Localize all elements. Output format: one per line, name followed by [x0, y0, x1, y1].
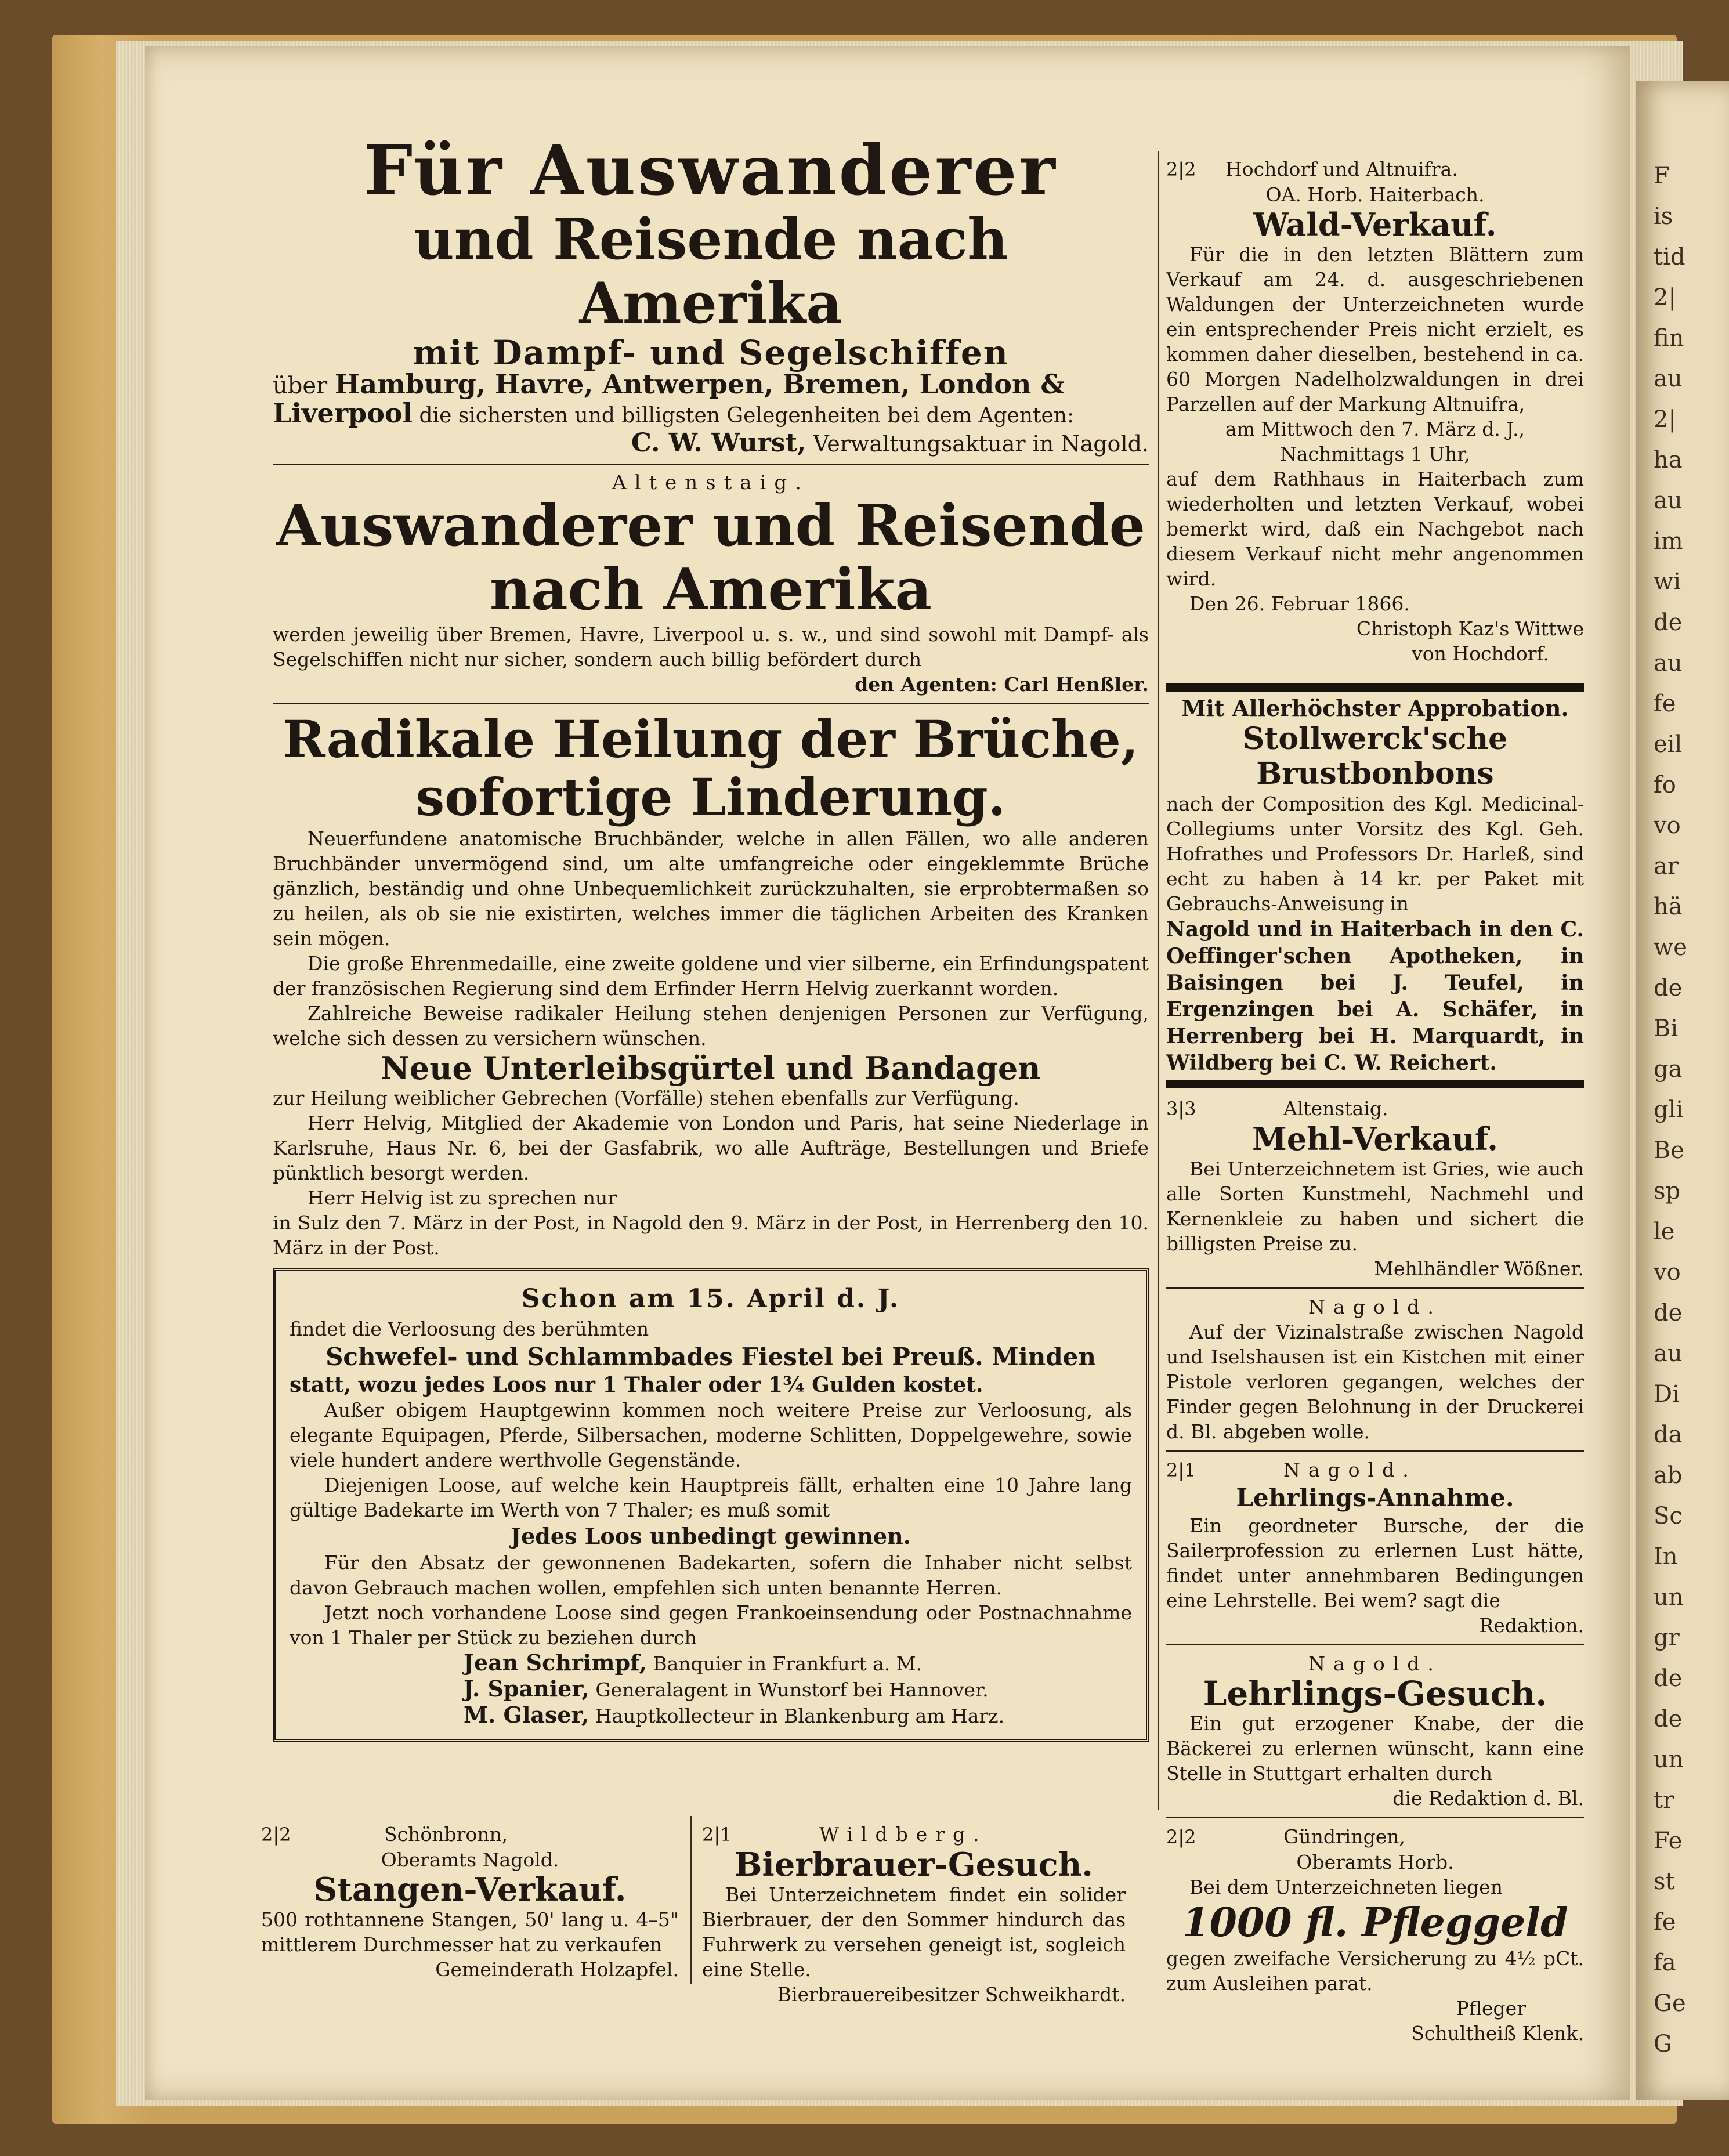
signature: die Redaktion d. Bl.: [1392, 1787, 1584, 1810]
next-page-text-fragment: 2|: [1654, 284, 1676, 311]
paragraph: in Sulz den 7. März in der Post, in Nagold den 9. März in der Post, in Herrenberg den 10. März in der Post.: [273, 1211, 1149, 1259]
next-page-text-fragment: ga: [1654, 1056, 1683, 1083]
agent-name: C. W. Wurst,: [631, 428, 806, 458]
paragraph: Bei Unterzeichnetem findet ein solider Bierbrauer, der den Sommer hindurch das Fuhrwerk zu versehen geneigt ist, sogleich eine Stelle.: [702, 1883, 1126, 1981]
column-divider: [1158, 151, 1159, 1810]
agent-role: Banquier in Frankfurt a. M.: [653, 1652, 923, 1675]
next-page-text-fragment: vo: [1654, 1259, 1681, 1286]
divider: [1166, 1644, 1584, 1645]
agent-role: Hauptkollecteur in Blankenburg am Harz.: [595, 1705, 1005, 1727]
paragraph: Zahlreiche Beweise radikaler Heilung stehen denjenigen Personen zur Verfügung, welche sich dessen zu versichern wünschen.: [273, 1002, 1149, 1050]
next-page-fragment: [1636, 81, 1729, 2100]
next-page-text-fragment: de: [1654, 1706, 1683, 1732]
paragraph: Neuerfundene anatomische Bruchbänder, welche in allen Fällen, wo alle anderen Bruchbänder unvermögend sind, um alte umfangreiche oder eingeklemmte Brüche gänzlich, beständig und ohne Unbequemlichkeit zurückzuhalten, sie erprobtermaßen so zu heilen, als ob sie nie existirten, welches immer die täglichen Arbeiten des Kranken sein mögen.: [273, 827, 1149, 950]
next-page-text-fragment: da: [1654, 1421, 1683, 1448]
ad-title-2: sofortige Linderung.: [415, 767, 1006, 827]
ad-title: 1000 fl. Pfleggeld: [1182, 1900, 1568, 1946]
ad-verloosung-box: [273, 1268, 1149, 1742]
ad-mehl: [1166, 1096, 1584, 1281]
ad-auswanderer-wurst: [273, 130, 1149, 458]
paragraph: Auf der Vizinalstraße zwischen Nagold und Iselshausen ist ein Kistchen mit einer Pistole verloren gegangen, welches der Finder gegen Belohnung in der Druckerei d. Bl. abgeben wolle.: [1166, 1321, 1584, 1443]
ad-subtitle: und Reisende nach Amerika: [413, 207, 1008, 336]
index: 2|1: [702, 1824, 732, 1846]
place: Hochdorf und Altnuifra.: [1225, 158, 1458, 180]
agent-name: Jean Schrimpf,: [464, 1649, 647, 1676]
ad-auswanderer-henssler: [273, 471, 1149, 697]
next-page-text-fragment: F: [1654, 162, 1670, 189]
next-page-text-fragment: Sc: [1654, 1503, 1683, 1529]
ad-title: Stangen-Verkauf.: [313, 1871, 627, 1909]
place-2: OA. Horb. Haiterbach.: [1265, 183, 1485, 206]
approbation-bar: Mit Allerhöchster Approbation.: [1181, 695, 1569, 721]
place-line: [1166, 1457, 1584, 1483]
paragraph: Für den Absatz der gewonnenen Badekarten, sofern die Inhaber nicht selbst davon Gebrauch machen wollen, empfehlen sich unten benannte Herren.: [290, 1551, 1132, 1599]
agent-name: J. Spanier,: [464, 1676, 589, 1702]
date: am Mittwoch den 7. März d. J.,: [1225, 418, 1525, 440]
ad-title-2: nach Amerika: [489, 556, 932, 623]
place: Nagold.: [1308, 1652, 1442, 1675]
next-page-text-fragment: de: [1654, 609, 1683, 636]
text-rest: die sichersten und billigsten Gelegenheiten bei dem Agenten:: [419, 404, 1075, 428]
dated: Den 26. Februar 1866.: [1189, 592, 1410, 615]
ad-heilung: [273, 710, 1149, 1260]
place: Wildberg.: [819, 1823, 988, 1846]
next-page-text-fragment: fe: [1654, 690, 1676, 717]
next-page-text-fragment: Di: [1654, 1381, 1680, 1408]
next-page-text-fragment: ab: [1654, 1462, 1683, 1489]
ad-title: Für Auswanderer: [364, 130, 1058, 211]
agent: den Agenten: Carl Henßler.: [855, 673, 1149, 696]
places: Nagold und in Haiterbach in den C. Oeffinger'schen Apotheken, in Baisingen bei J. Teufel, in Ergenzingen bei A. Schäfer, in Herrenberg bei H. Marquardt, in Wildberg bei C. W. Reichert.: [1166, 917, 1584, 1075]
next-page-text-fragment: Be: [1654, 1137, 1685, 1164]
next-page-text-fragment: In: [1654, 1543, 1678, 1570]
left-column: [273, 130, 1149, 1742]
next-page-text-fragment: G: [1654, 2031, 1672, 2057]
divider: [1166, 1450, 1584, 1452]
place: Altenstaig.: [1283, 1097, 1388, 1120]
signature: Gemeinderath Holzapfel.: [435, 1958, 679, 1981]
line: statt, wozu jedes Loos nur 1 Thaler oder 1¾ Gulden kostet.: [290, 1373, 983, 1397]
next-page-text-fragment: Bi: [1654, 1015, 1679, 1042]
paragraph: Ein gut erzogener Knabe, der die Bäckerei zu erlernen wünscht, kann eine Stelle in Stuttgart erhalten durch: [1166, 1712, 1584, 1785]
bottom-divider: [690, 1816, 692, 1984]
port: Liverpool: [273, 397, 413, 429]
ad-title: Wald-Verkauf.: [1253, 206, 1497, 243]
place-line: [1166, 157, 1584, 182]
place: Nagold.: [1283, 1459, 1417, 1481]
line-bold: Jedes Loos unbedingt gewinnen.: [511, 1523, 911, 1549]
ad-bierbrauer-gesuch: [702, 1822, 1126, 2007]
place-2: Oberamts Nagold.: [381, 1848, 559, 1871]
next-page-text-fragment: au: [1654, 366, 1683, 392]
index: 3|3: [1166, 1098, 1196, 1120]
index: 2|2: [1166, 1826, 1196, 1848]
next-page-text-fragment: tid: [1654, 244, 1685, 270]
next-page-text-fragment: un: [1654, 1584, 1684, 1611]
divider: [273, 464, 1149, 465]
agent-line: [273, 429, 1149, 458]
ad-title: Mehl-Verkauf.: [1252, 1120, 1498, 1157]
paragraph: Die große Ehrenmedaille, eine zweite goldene und vier silberne, ein Erfindungspatent der französischen Regierung sind dem Erfinder Herrn Helvig zuerkannt worden.: [273, 952, 1149, 1000]
agent-row: [290, 1676, 1132, 1702]
agent-role: Generalagent in Wunstorf bei Hannover.: [595, 1679, 989, 1701]
place-line: [261, 1822, 679, 1847]
ad-text: werden jeweilig über Bremen, Havre, Liverpool u. s. w., und sind sowohl mit Dampf- als Segelschiffen nicht nur sicher, sondern auch billig befördert durch: [273, 623, 1149, 671]
thick-rule: [1166, 1080, 1584, 1088]
place: Gündringen,: [1283, 1825, 1405, 1848]
next-page-text-fragment: au: [1654, 487, 1683, 514]
next-page-text-fragment: de: [1654, 975, 1683, 1001]
next-page-text-fragment: de: [1654, 1300, 1683, 1326]
paragraph: auf dem Rathhaus in Haiterbach zum wiederholten und letzten Verkauf, wobei bemerkt wird, daß ein Nachgebot nach diesem Verkauf nicht mehr angenommen wird.: [1166, 468, 1584, 590]
ad-pfleggeld: [1166, 1824, 1584, 2046]
next-page-text-fragment: un: [1654, 1746, 1684, 1773]
agent-row: [290, 1702, 1132, 1728]
next-page-text-fragment: de: [1654, 1665, 1683, 1692]
next-page-text-fragment: tr: [1654, 1787, 1674, 1814]
next-page-text-fragment: fa: [1654, 1949, 1676, 1976]
ad-title: Lehrlings-Gesuch.: [1203, 1674, 1547, 1713]
ad-stangen-verkauf: [261, 1822, 679, 1982]
next-page-text-fragment: hä: [1654, 893, 1683, 920]
signature: Mehlhändler Wößner.: [1374, 1257, 1584, 1280]
line: findet die Verloosung des berühmten: [290, 1318, 649, 1340]
line: Bei dem Unterzeichneten liegen: [1189, 1876, 1503, 1898]
ad-title: Schon am 15. April d. J.: [521, 1284, 900, 1314]
text-pre: über: [273, 372, 328, 399]
next-page-text-fragment: Ge: [1654, 1990, 1686, 2017]
paragraph: nach der Composition des Kgl. Medicinal-Collegiums unter Vorsitz des Kgl. Geh. Hofrathes und Professors Dr. Harleß, sind echt zu haben à 14 kr. per Paket mit Gebrauchs-Anweisung in: [1166, 793, 1584, 915]
divider: [1166, 1817, 1584, 1818]
next-page-text-fragment: st: [1654, 1868, 1675, 1895]
next-page-text-fragment: is: [1654, 203, 1673, 230]
next-page-text-fragment: au: [1654, 650, 1683, 677]
next-page-text-fragment: im: [1654, 528, 1683, 555]
signature-2: von Hochdorf.: [1412, 642, 1549, 665]
next-page-text-fragment: ha: [1654, 447, 1683, 473]
index: 2|2: [1166, 158, 1196, 180]
next-page-text-fragment: fo: [1654, 772, 1676, 798]
next-page-text-fragment: vo: [1654, 812, 1681, 839]
ports: Hamburg, Havre, Antwerpen, Bremen, London &: [334, 368, 1065, 400]
place: Nagold.: [1308, 1296, 1442, 1318]
subheading: Neue Unterleibsgürtel und Bandagen: [381, 1050, 1041, 1087]
index: 2|2: [261, 1824, 291, 1846]
ad-lehrlings-annahme: [1166, 1457, 1584, 1638]
right-column: [1166, 157, 1584, 2046]
next-page-text-fragment: ar: [1654, 853, 1679, 880]
place-line: [1166, 1824, 1584, 1850]
place-line: [702, 1822, 1126, 1847]
line-bold: Schwefel- und Schlammbades Fiestel bei Preuß. Minden: [325, 1343, 1096, 1371]
next-page-text-fragment: gli: [1654, 1097, 1684, 1123]
signature: Bierbrauereibesitzer Schweikhardt.: [777, 1983, 1126, 2006]
ad-title: Stollwerck'sche Brustbonbons: [1242, 721, 1508, 791]
agent-name: M. Glaser,: [464, 1702, 589, 1728]
paragraph: Für die in den letzten Blättern zum Verkauf am 24. d. ausgeschriebenen Waldungen der Unterzeichneten wurde ein entsprechender Preis nicht erzielt, es kommen daher dieselben, bestehend in ca. 60 Morgen Nadelholzwaldungen in drei Parzellen auf der Markung Altnuifra,: [1166, 243, 1584, 415]
next-page-text-fragment: 2|: [1654, 406, 1676, 433]
ad-line-2: [273, 397, 1149, 429]
paragraph: Jetzt noch vorhandene Loose sind gegen Frankoeinsendung oder Postnachnahme von 1 Thaler per Stück zu beziehen durch: [290, 1601, 1132, 1649]
next-page-text-fragment: fin: [1654, 325, 1684, 352]
next-page-text-fragment: au: [1654, 1340, 1683, 1367]
paragraph: 500 rothtannene Stangen, 50' lang u. 4–5" mittlerem Durchmesser hat zu verkaufen: [261, 1908, 679, 1956]
place-2: Oberamts Horb.: [1296, 1851, 1454, 1873]
divider: [273, 703, 1149, 704]
agent-role: Verwaltungsaktuar in Nagold.: [813, 431, 1149, 457]
ad-title: Auswanderer und Reisende: [276, 493, 1145, 559]
next-page-text-fragment: gr: [1654, 1625, 1680, 1651]
paragraph: Außer obigem Hauptgewinn kommen noch weitere Preise zur Verloosung, als elegante Equipagen, Pferde, Silbersachen, moderne Schlitten, Doppelgewehre, sowie viele hundert andere werthvolle Gegenstände.: [290, 1399, 1132, 1471]
ad-line-1: [273, 370, 1149, 400]
paragraph: Diejenigen Loose, auf welche kein Hauptpreis fällt, erhalten eine 10 Jahre lang gültige Badekarte im Werth von 7 Thaler; es muß somit: [290, 1474, 1132, 1521]
ad-subtitle-2: mit Dampf- und Segelschiffen: [413, 333, 1009, 372]
ad-stollwerck: [1166, 695, 1584, 1076]
ad-title: Bierbrauer-Gesuch.: [735, 1846, 1093, 1884]
paragraph: gegen zweifache Versicherung zu 4½ pCt. zum Ausleihen parat.: [1166, 1947, 1584, 1995]
next-page-text-fragment: wi: [1654, 569, 1681, 595]
next-page-text-fragment: sp: [1654, 1178, 1681, 1204]
paragraph: Ein geordneter Bursche, der die Sailerprofession zu erlernen Lust hätte, findet unter annehmbaren Bedingungen eine Lehrstelle. Bei wem? sagt die: [1166, 1514, 1584, 1612]
ad-lehrlings-gesuch: [1166, 1651, 1584, 1811]
next-page-text-fragment: le: [1654, 1218, 1675, 1245]
paragraph: Herr Helvig ist zu sprechen nur: [308, 1186, 617, 1209]
place: Schönbronn,: [384, 1823, 508, 1846]
index: 2|1: [1166, 1459, 1196, 1481]
next-page-text-fragment: Fe: [1654, 1828, 1683, 1854]
next-page-text-fragment: eil: [1654, 731, 1683, 758]
ad-title: Lehrlings-Annahme.: [1236, 1484, 1514, 1512]
thick-rule: [1166, 683, 1584, 692]
ad-title: Radikale Heilung der Brüche,: [283, 709, 1139, 769]
signature-2: Schultheiß Klenk.: [1411, 2022, 1584, 2045]
ad-wald-verkauf: [1166, 157, 1584, 666]
ad-pistole: [1166, 1294, 1584, 1444]
paragraph: zur Heilung weiblicher Gebrechen (Vorfälle) stehen ebenfalls zur Verfügung.: [273, 1087, 1019, 1109]
paragraph: Bei Unterzeichnetem ist Gries, wie auch alle Sorten Kunstmehl, Nachmehl und Kernenkleie zu haben und sichert die billigsten Preise zu.: [1166, 1157, 1584, 1255]
signature: Redaktion.: [1479, 1614, 1584, 1637]
place-line: [1166, 1096, 1584, 1122]
next-page-text-fragment: fe: [1654, 1909, 1676, 1936]
next-page-text-fragment: we: [1654, 934, 1687, 961]
place: Altenstaig.: [612, 471, 809, 494]
divider: [1166, 1287, 1584, 1289]
signature: Christoph Kaz's Wittwe: [1356, 617, 1584, 640]
signature: Pfleger: [1456, 1997, 1526, 2020]
paragraph: Herr Helvig, Mitglied der Akademie von London und Paris, hat seine Niederlage in Karlsruhe, Haus Nr. 6, bei der Gasfabrik, wo alle Aufträge, Bestellungen und Briefe pünktlich besorgt werden.: [273, 1112, 1149, 1184]
time: Nachmittags 1 Uhr,: [1279, 443, 1471, 465]
agent-row: [290, 1650, 1132, 1676]
